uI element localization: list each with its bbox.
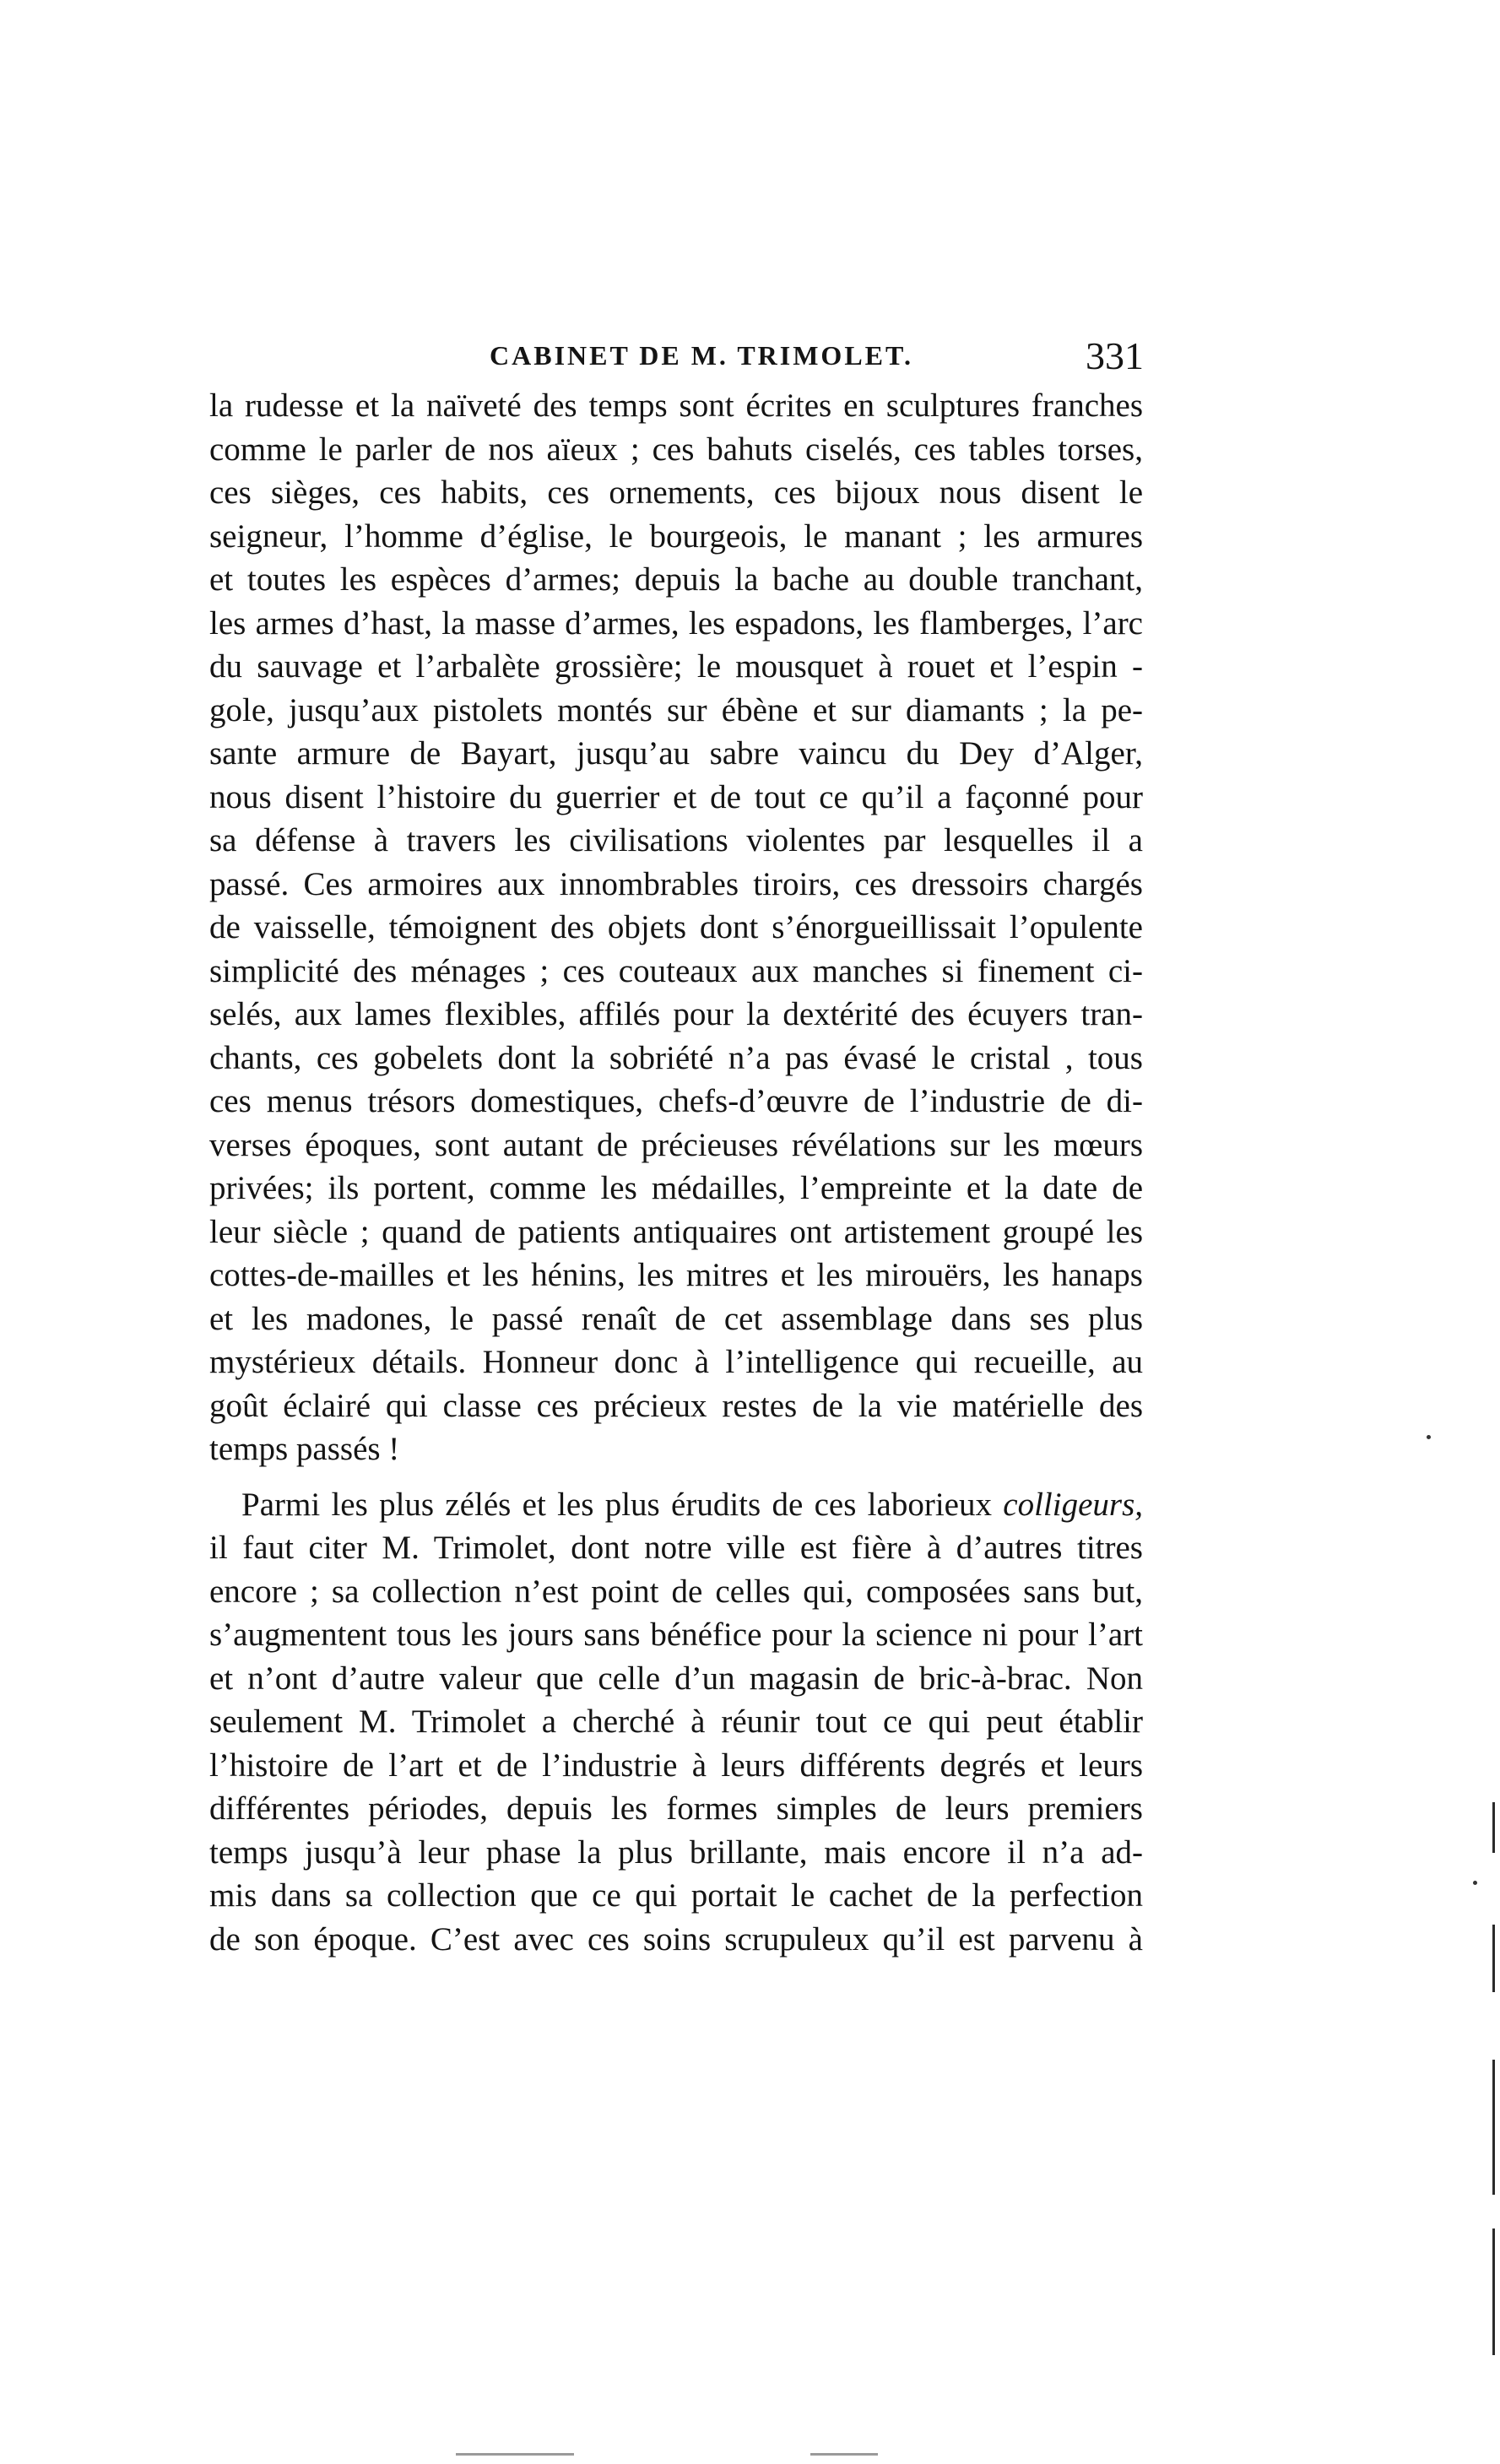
text-line: nous disent l’histoire du guerrier et de tout ce qu’il a façonné pour bbox=[209, 778, 1143, 815]
text-line: s’augmentent tous les jours sans bénéfice pour la science ni pour l’art bbox=[209, 1616, 1143, 1653]
text-line: ces sièges, ces habits, ces ornements, ces bijoux nous disent le bbox=[209, 474, 1143, 511]
scan-gutter-mark bbox=[1492, 1802, 1495, 1853]
text-line: seulement M. Trimolet a cherché à réunir tout ce qui peut établir bbox=[209, 1703, 1143, 1740]
text-line: temps passés ! bbox=[209, 1431, 400, 1467]
text-line: l’histoire de l’art et de l’industrie à leurs différents degrés et leurs bbox=[209, 1746, 1143, 1784]
text-line: de son époque. C’est avec ces soins scrupuleux qu’il est parvenu à bbox=[209, 1920, 1143, 1958]
italic-word: colligeurs, bbox=[1003, 1486, 1144, 1523]
scan-gutter-mark bbox=[1492, 2228, 1495, 2355]
text-line: goût éclairé qui classe ces précieux restes de la vie matérielle des bbox=[209, 1387, 1143, 1424]
text-line: mystérieux détails. Honneur donc à l’intelligence qui recueille, au bbox=[209, 1344, 1143, 1380]
scan-gutter-mark bbox=[1492, 2060, 1495, 2195]
text-line: passé. Ces armoires aux innombrables tiroirs, ces dressoirs chargés bbox=[209, 865, 1143, 902]
text-line: ces menus trésors domestiques, chefs-d’œuvre de l’industrie de di- bbox=[209, 1083, 1143, 1119]
text-line: cottes-de-mailles et les hénins, les mitres et les mirouërs, les hanaps bbox=[209, 1257, 1143, 1293]
page-number: 331 bbox=[1086, 334, 1144, 377]
text-line: sante armure de Bayart, jusqu’au sabre vaincu du Dey d’Alger, bbox=[209, 735, 1143, 772]
text-line: mis dans sa collection que ce qui portait le cachet de la perfection bbox=[209, 1877, 1143, 1914]
text-line: leur siècle ; quand de patients antiquaires ont artistement groupé les bbox=[209, 1213, 1143, 1250]
text-line: selés, aux lames flexibles, affilés pour la dextérité des écuyers tran- bbox=[209, 996, 1143, 1032]
scan-speck bbox=[1473, 1881, 1477, 1885]
text-line: de vaisselle, témoignent des objets dont s’énorgueillissait l’opulente bbox=[209, 909, 1143, 945]
body-text bbox=[209, 384, 1143, 1961]
scan-gutter-mark bbox=[1492, 1925, 1495, 1992]
text-line: et toutes les espèces d’armes; depuis la bache au double tranchant, bbox=[209, 561, 1143, 598]
text-line: comme le parler de nos aïeux ; ces bahuts ciselés, ces tables torses, bbox=[209, 431, 1143, 468]
text-run: Parmi les plus zélés et les plus érudits de ces laborieux bbox=[241, 1486, 992, 1523]
scan-bottom-smudge bbox=[456, 2453, 574, 2456]
running-head bbox=[211, 333, 1144, 384]
text-line-with-italic bbox=[209, 1483, 1143, 1527]
text-line: il faut citer M. Trimolet, dont notre ville est fière à d’autres titres bbox=[209, 1530, 1143, 1566]
text-line: temps jusqu’à leur phase la plus brillante, mais encore il n’a ad- bbox=[209, 1833, 1143, 1871]
text-line: gole, jusqu’aux pistolets montés sur ébène et sur diamants ; la pe- bbox=[209, 691, 1143, 728]
text-line: et les madones, le passé renaît de cet assemblage dans ses plus bbox=[209, 1300, 1143, 1337]
text-line: différentes périodes, depuis les formes simples de leurs premiers bbox=[209, 1790, 1143, 1827]
scan-bottom-smudge bbox=[810, 2453, 878, 2456]
scan-speck bbox=[1427, 1435, 1431, 1439]
text-line: seigneur, l’homme d’église, le bourgeois, le manant ; les armures bbox=[209, 517, 1143, 555]
text-line: la rudesse et la naïveté des temps sont écrites en sculptures franches bbox=[209, 387, 1143, 424]
text-line: du sauvage et l’arbalète grossière; le mousquet à rouet et l’espin - bbox=[209, 648, 1143, 685]
text-line: les armes d’hast, la masse d’armes, les espadons, les flamberges, l’arc bbox=[209, 604, 1143, 642]
text-line: verses époques, sont autant de précieuses révélations sur les mœurs bbox=[209, 1126, 1143, 1163]
text-line: et n’ont d’autre valeur que celle d’un magasin de bric-à-brac. Non bbox=[209, 1660, 1143, 1697]
running-title: CABINET DE M. TRIMOLET. bbox=[490, 340, 913, 371]
text-line: sa défense à travers les civilisations violentes par lesquelles il a bbox=[209, 822, 1143, 858]
text-line: privées; ils portent, comme les médailles, l’empreinte et la date de bbox=[209, 1170, 1143, 1206]
text-line: encore ; sa collection n’est point de celles qui, composées sans but, bbox=[209, 1573, 1143, 1610]
text-line: chants, ces gobelets dont la sobriété n’a pas évasé le cristal , tous bbox=[209, 1039, 1143, 1076]
text-line: simplicité des ménages ; ces couteaux aux manches si finement ci- bbox=[209, 952, 1143, 989]
